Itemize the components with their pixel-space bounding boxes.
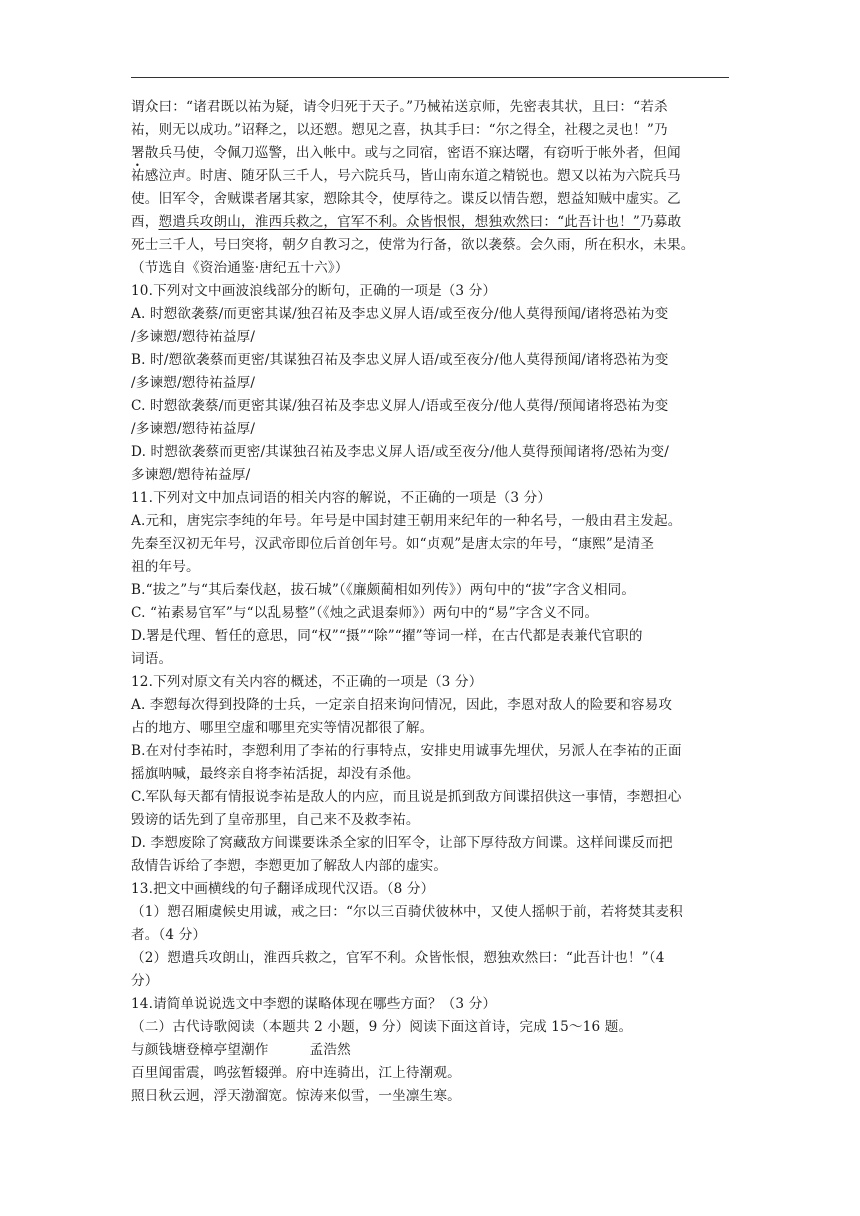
header-rule — [131, 77, 729, 78]
text-line: 祖的年号。 — [131, 559, 200, 575]
document-body — [131, 96, 733, 1108]
text-line: 占的地方、哪里空虚和哪里充实等情况都很了解。 — [131, 720, 434, 736]
text-line: A. 李愬每次得到投降的士兵，一定亲自招来询问情况，因此，李恩对敌人的险要和容易攻 — [131, 697, 673, 713]
text-line: （1）愬召厢虞候史用诚，戒之曰：“尔以三百骑伏彼林中，又使人摇帜于前，若将焚其麦积 — [131, 904, 683, 920]
text-line: 敌情告诉给了李愬，李愬更加了解敌人内部的虚实。 — [131, 858, 448, 874]
text-line: D.署是代理、暂任的意思，同“权”“摄”“除”“擢”等词一样，在古代都是表兼代官职的 — [131, 628, 643, 644]
text-line: C.军队每天都有情报说李祐是敌人的内应，而且说是抓到敌方间谍招供这一事情，李愬担心 — [131, 789, 682, 805]
text-line: 分） — [131, 973, 159, 989]
text-line: 酉，愬遣兵攻朗山，淮西兵救之，官军不利。众皆恨恨，想独欢然曰：“此吾计也！”乃募敢 — [131, 214, 682, 230]
text-line: 词语。 — [131, 651, 173, 667]
text-line: 署散兵马使，令佩刀巡警，出入帐中。或与之同宿，密语不寐达曙，有窃听于帐外者，但闻 — [131, 145, 681, 161]
text-line: 祐感泣声。时唐、随牙队三千人，号六院兵马，皆山南东道之精锐也。愬又以祐为六院兵马 — [131, 168, 681, 184]
text-line: /多谏愬/愬待祐益厚/ — [131, 375, 256, 391]
text-line: 与颜钱塘登樟亭望潮作 孟浩然 — [131, 1042, 351, 1058]
text-line: 谓众曰：“诸君既以祐为疑，请令归死于天子。”乃械祐送京师，先密表其状，且曰：“若杀 — [131, 99, 668, 115]
text-line: D. 时愬欲袭蔡而更密/其谋独召祐及李忠义屏人语/或至夜分/他人莫得预闻诸将/恐祐为变/ — [131, 444, 669, 460]
text-line: /多谏愬/愬待祐益厚/ — [131, 421, 256, 437]
text-line: 13.把文中画横线的句子翻译成现代汉语。（8 分） — [131, 881, 435, 897]
text-line: 11.下列对文中加点词语的相关内容的解说，不正确的一项是（3 分） — [131, 490, 552, 506]
text-line: B. 时/愬欲袭蔡而更密/其谋独召祐及李忠义屏人语/或至夜分/他人莫得预闻/诸将恐祐为变 — [131, 352, 669, 368]
text-line: （2）愬遣兵攻朗山，淮西兵救之，官军不利。众皆怅恨，愬独欢然曰：“此吾计也！”（4 — [131, 950, 665, 966]
text-line: 10.下列对文中画波浪线部分的断句，正确的一项是（3 分） — [131, 283, 497, 299]
text-line: /多谏愬/愬待祐益厚/ — [131, 329, 256, 345]
text-line: 14.请简单说说选文中李愬的谋略体现在哪些方面？（3 分） — [131, 996, 497, 1012]
text-line: 死士三千人，号曰突将，朝夕自教习之，使常为行备，欲以袭蔡。会久雨，所在积水，未果。 — [131, 237, 695, 253]
text-line: 祐，则无以成功。”诏释之，以还愬。愬见之喜，执其手曰：“尔之得全，社稷之灵也！”乃 — [131, 122, 668, 138]
text-line: 12.下列对原文有关内容的概述，不正确的一项是（3 分） — [131, 674, 483, 690]
text-line: C. “祐素易官军”与“以乱易整”（《烛之武退秦师》）两句中的“易”字含义不同。 — [131, 605, 599, 621]
text-line: 先秦至汉初无年号，汉武帝即位后首创年号。如“贞观”是唐太宗的年号，“康熙”是清圣 — [131, 536, 655, 552]
text-line: （二）古代诗歌阅读（本题共 2 小题，9 分）阅读下面这首诗，完成 15～16 题。 — [131, 1019, 633, 1035]
text-line: D. 李愬废除了窝藏敌方间谍要诛杀全家的旧军令，让部下厚待敌方间谍。这样间谍反而把 — [131, 835, 673, 851]
underlined-sentence: 愬遣兵攻朗山，淮西兵救之，官军不利。众皆恨恨，想独欢然曰：“此吾计也！” — [158, 214, 640, 230]
text-line: 摇旗呐喊，最终亲自将李祐活捉，却没有杀他。 — [131, 766, 420, 782]
text-line: C. 时愬欲袭蔡/而更密其谋/独召祐及李忠义屏人/语或至夜分/他人莫得/预闻诸将恐祐为变 — [131, 398, 669, 414]
text-line: B.“拔之”与“其后秦伐赵，拔石城”（《廉颇蔺相如列传》）两句中的“拔”字含义相同。 — [131, 582, 636, 598]
text-line: 多谏愬/愬待祐益厚/ — [131, 467, 251, 483]
text-line: 使。旧军令，舍贼谍者屠其家，愬除其令，使厚待之。谍反以情告愬，愬益知贼中虚实。乙 — [131, 191, 681, 207]
text-line: 毁谤的话先到了皇帝那里，自己来不及救李祐。 — [131, 812, 420, 828]
text-line: B.在对付李祐时，李愬利用了李祐的行事特点，安排史用诚事先埋伏，另派人在李祐的正面 — [131, 743, 682, 759]
text-line: 照日秋云迥，浮天渤溜宽。惊涛来似雪，一坐凛生寒。 — [131, 1088, 461, 1104]
text-line: A. 时愬欲袭蔡/而更密其谋/独召祐及李忠义屏人语/或至夜分/他人莫得预闻/诸将恐祐为变 — [131, 306, 669, 322]
text-line: 者。（4 分） — [131, 927, 207, 943]
text-line: A.元和，唐宪宗李纯的年号。年号是中国封建王朝用来纪年的一种名号，一般由君主发起。 — [131, 513, 682, 529]
text-line: 百里闻雷震，鸣弦暂辍弹。府中连骑出，江上待潮观。 — [131, 1065, 461, 1081]
text-line: （节选自《资治通鉴·唐纪五十六》） — [131, 260, 349, 276]
